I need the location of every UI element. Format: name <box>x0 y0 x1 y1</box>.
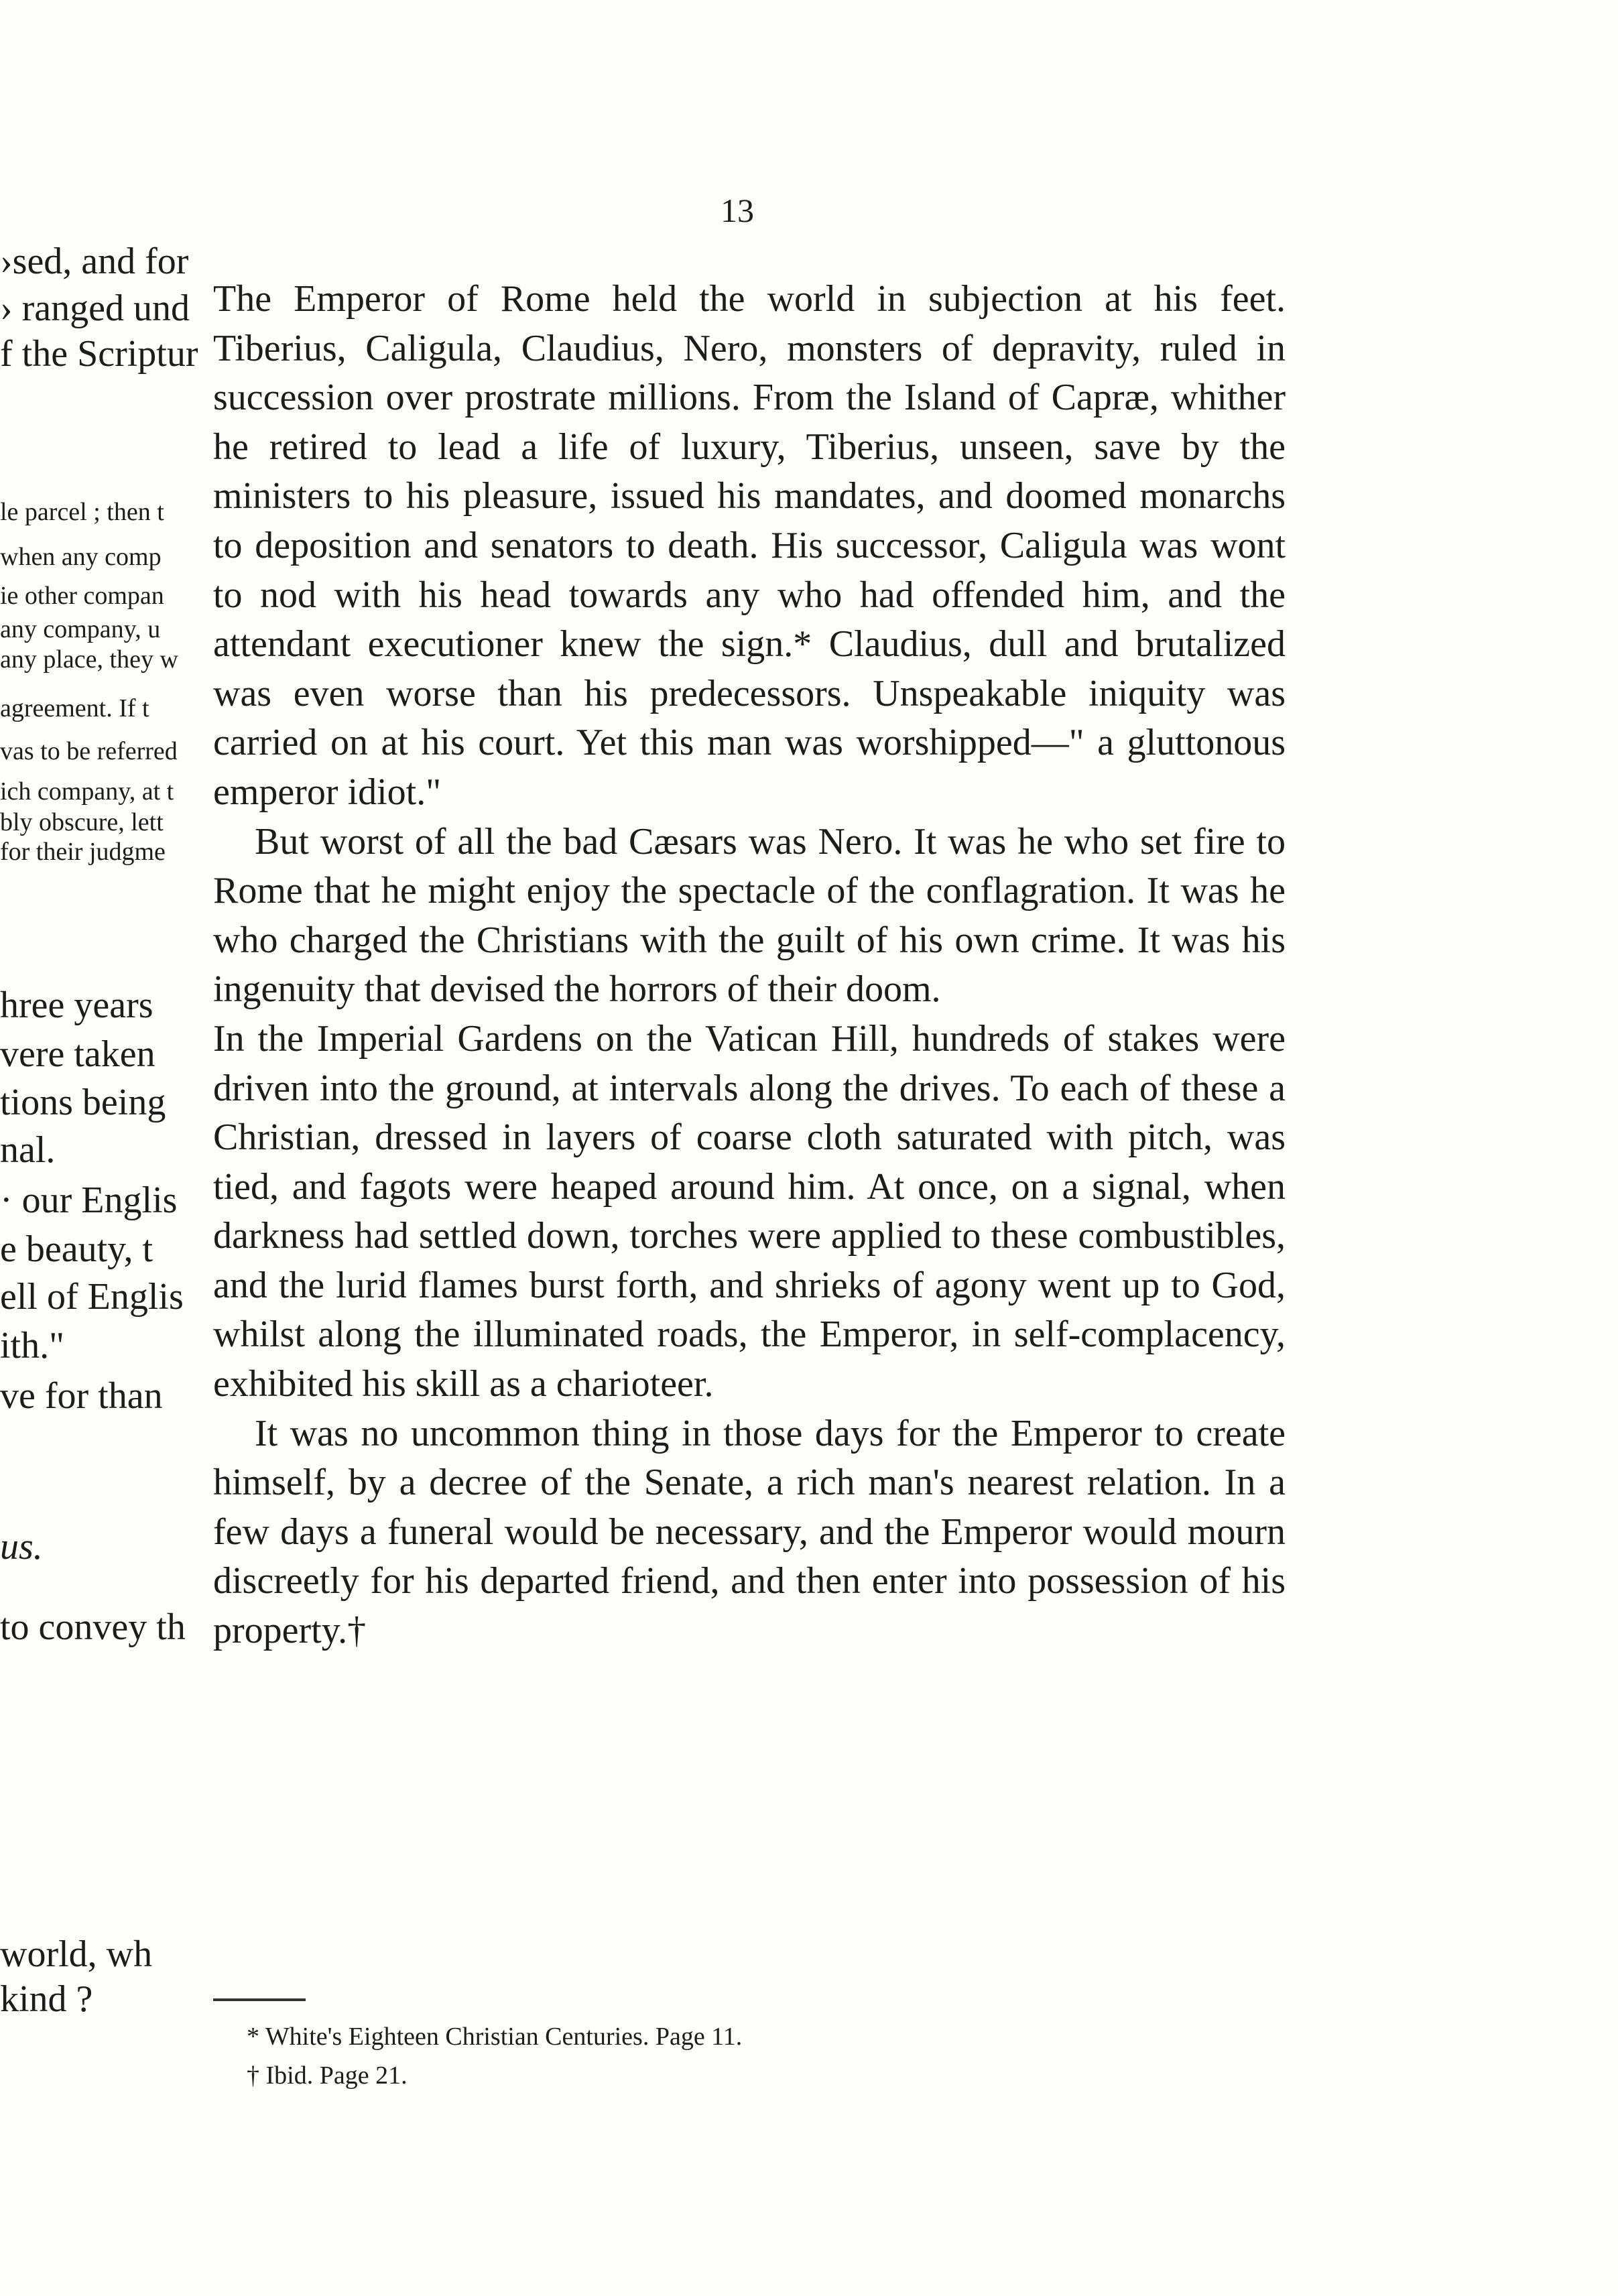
margin-fragment: agreement. If t <box>0 694 149 722</box>
footnote: † Ibid. Page 21. <box>247 2061 408 2090</box>
margin-fragment: any company, u <box>0 615 161 643</box>
margin-fragment: › ranged und <box>0 288 190 329</box>
margin-fragment: to convey th <box>0 1606 186 1648</box>
margin-fragment: hree years <box>0 984 153 1026</box>
margin-fragment: vere taken <box>0 1033 155 1075</box>
margin-fragment: · our Englis <box>0 1179 178 1221</box>
margin-fragment: for their judgme <box>0 838 166 866</box>
paragraph: It was no uncommon thing in those days for the Emperor to create himself, by a decree of the Senate, a rich man's nearest relation. In a few days a funeral would be necessary, and the Emperor would mourn discreetly for his departed friend, and then enter into possession of his property.† <box>213 1412 1286 1652</box>
margin-fragment: any place, they w <box>0 645 178 674</box>
margin-fragment: ich company, at t <box>0 777 174 806</box>
left-page-margin-fragments <box>0 0 221 2296</box>
margin-fragment: bly obscure, lett <box>0 808 164 836</box>
main-text-block <box>213 275 1286 1656</box>
margin-fragment: us. <box>0 1526 43 1568</box>
margin-fragment: ith." <box>0 1325 64 1366</box>
margin-fragment: kind ? <box>0 1978 93 2020</box>
margin-fragment: when any comp <box>0 543 162 571</box>
page-number: 13 <box>721 192 754 229</box>
margin-fragment: e beauty, t <box>0 1228 153 1270</box>
margin-fragment: world, wh <box>0 1933 153 1975</box>
footnotes <box>247 2017 742 2095</box>
margin-fragment: ie other compan <box>0 582 164 610</box>
margin-fragment: nal. <box>0 1129 56 1171</box>
footnote-divider <box>213 1998 306 2001</box>
footnote: * White's Eighteen Christian Centuries. Page 11. <box>247 2023 743 2051</box>
paragraph: The Emperor of Rome held the world in subjection at his feet. Tiberius, Caligula, Claudius, Nero, monsters of depravity, ruled in succession over prostrate millions. From the Island of Capræ, whither he retired to lead a life of luxury, Tiberius, unseen, save by the ministers to his pleasure, issued his mandates, and doomed monarchs to deposition and senators to death. His successor, Caligula was wont to nod with his head towards any who had offended him, and the attendant executioner knew the sign.* Claudius, dull and brutalized was even worse than his predecessors. Unspeakable iniquity was carried on at his court. Yet this man was worshipped—" a gluttonous emperor idiot." <box>213 278 1286 813</box>
margin-fragment: ell of Englis <box>0 1276 184 1318</box>
margin-fragment: ›sed, and for <box>0 241 189 282</box>
margin-fragment: le parcel ; then t <box>0 498 164 526</box>
margin-fragment: ve for than <box>0 1375 163 1417</box>
margin-fragment: vas to be referred <box>0 737 178 765</box>
paragraph: But worst of all the bad Cæsars was Nero. It was he who set fire to Rome that he might enjoy the spectacle of the conflagration. It was he who charged the Christians with the guilt of his own crime. It was his ingenuity that devised the horrors of their doom. <box>213 820 1286 1011</box>
margin-fragment: f the Scriptur <box>0 333 198 375</box>
paragraph: In the Imperial Gardens on the Vatican Hill, hundreds of stakes were driven into the ground, at intervals along the drives. To each of these a Christian, dressed in layers of coarse cloth saturated with pitch, was tied, and fagots were heaped around him. At once, on a signal, when darkness had settled down, torches were applied to these combustibles, and the lurid flames burst forth, and shrieks of agony went up to God, whilst along the illuminated roads, the Emperor, in self-complacency, exhibited his skill as a charioteer. <box>213 1017 1286 1405</box>
margin-fragment: tions being <box>0 1082 166 1123</box>
